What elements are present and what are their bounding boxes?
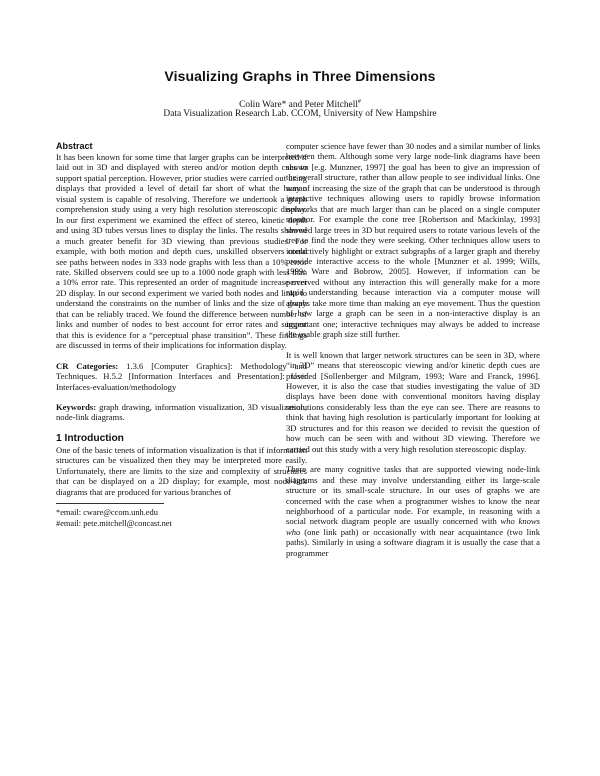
right-paragraph-2: It is well known that larger network structures can be seen in 3D, where “in 3D” means that stereoscopic viewing and/or kinetic depth cues are provided [Sollenberger and Milgram, 1993; Ware and Franck, 1996]. However, it is also the case that studies investigating the value of 3D displays have been done with conventional monitors having display resolutions considerably less than the eye can see. There are reasons to think that having high resolution is particularly important for looking at 3D structures and for this reason we decided to revisit the question of how much can be seen with and without 3D viewing. Therefore we carried out this study with a very high resolution stereoscopic display. xyxy=(286,349,540,454)
right-paragraph-3-emphasis: who knows who xyxy=(286,516,540,537)
right-paragraph-1: computer science have fewer than 30 nodes and a similar number of links between them. Although some very large node-link diagrams have been shown [e.g. Munzner, 1997] the goal has been to give an impression of the overall structure, rather than allow people to see individual links. One way of increasing the size of the graph that can be understood is through interactive techniques allowing users to rapidly browse information networks that are much larger than can be placed on a single computer monitor. For example the cone tree [Robertson and Mackinlay, 1993] showed large trees in 3D but required users to rotate various levels of the tree to find the node they were seeking. Other techniques allow users to interactively highlight or extract subgraphs of a larger graph and thereby provide interactive access to the whole [Munzner et al. 1999; Wills, 1999; Ware and Bobrow, 2005]. However, if information can be perceived without any interaction this will generally make for a more rapid understanding because interaction via a computer mouse will always take more time than making an eye movement. Thus the question of how large a graph can be seen in a non-interactive display is an important one; interactive techniques may always be added to increase the usable graph size still further. xyxy=(286,141,540,340)
footnote-rule xyxy=(56,503,164,504)
author-2: Peter Mitchell xyxy=(304,100,358,111)
right-paragraph-3-part-a: There are many cognitive tasks that are supported viewing node-link diagrams and these may involve understanding either its large-scale structure or its small-scale structure. In our uses of graphs we are concerned with the case when a programmer wishes to know the near neighborhood of a particular node. For example, in reasoning with a social network diagram people are usually concerned with xyxy=(286,464,540,527)
paper-title: Visualizing Graphs in Three Dimensions xyxy=(164,68,436,84)
cr-categories-label: CR Categories: xyxy=(56,360,119,371)
author-2-mark: # xyxy=(357,99,361,105)
intro-heading: 1 Introduction xyxy=(56,432,124,444)
footnote-2: #email: pete.mitchell@concast.net xyxy=(56,518,172,528)
affiliation: Data Visualization Research Lab. CCOM, University of New Hampshire xyxy=(163,109,437,119)
cr-categories-text: 1.3.6 [Computer Graphics]: Methodology and Techniques. H.5.2 [Information Interfaces and Presentation]: User Interfaces-evaluation/methodology xyxy=(56,360,307,392)
keywords xyxy=(56,402,307,423)
footnote-1: *email: cware@ccom.unh.edu xyxy=(56,508,158,518)
keywords-text: graph drawing, information visualization, 3D visualization, node-link diagrams. xyxy=(56,401,307,423)
abstract-heading: Abstract xyxy=(56,141,93,151)
right-paragraph-3 xyxy=(286,464,540,558)
cr-categories xyxy=(56,361,307,392)
right-column xyxy=(286,141,540,558)
abstract-text: It has been known for some time that larger graphs can be interpreted if laid out in 3D and displayed with stereo and/or motion depth cues to support spatial perception. However, prior studies were carried out using displays that provided a level of detail far short of what the human visual system is capable of resolving. Therefore we undertook a graph comprehension study using a very high resolution stereoscopic display. In our first experiment we examined the effect of stereo, kinetic depth and using 3D tubes versus lines to display the links. The results showed a much greater benefit for 3D viewing than previous studies. For example, with both motion and depth cues, unskilled observers could see paths between nodes in 333 node graphs with less than a 10% error rate. Skilled observers could see up to a 1000 node graph with less than a 10% error rate. This represented an order of magnitude increase over 2D display. In our second experiment we varied both nodes and links to understand the constraints on the number of links and the size of graph that can be reliably traced. We found the difference between number of links and number of nodes to best account for error rates and suggest that this is evidence for a “perceptual phase transition”. These findings are discussed in terms of their implications for information display. xyxy=(56,152,307,351)
keywords-label: Keywords: xyxy=(56,401,97,412)
author-1-mark: * xyxy=(281,100,287,111)
intro-text: One of the basic tenets of information visualization is that if information structures can be visualized then they may be interpreted more easily. Unfortunately, there are limits to the size and complexity of structures that can be displayed on a 2D display; for example, most node-link diagrams that are produced for various branches of xyxy=(56,444,307,497)
right-paragraph-3-part-b: (one link path) or occasionally with near acquaintance (two link paths). Similarly in using a software diagram it is usually the case that a programmer xyxy=(286,526,540,558)
author-conjunction: and xyxy=(286,100,305,111)
left-column xyxy=(56,141,307,529)
author-1: Colin Ware xyxy=(239,100,282,111)
